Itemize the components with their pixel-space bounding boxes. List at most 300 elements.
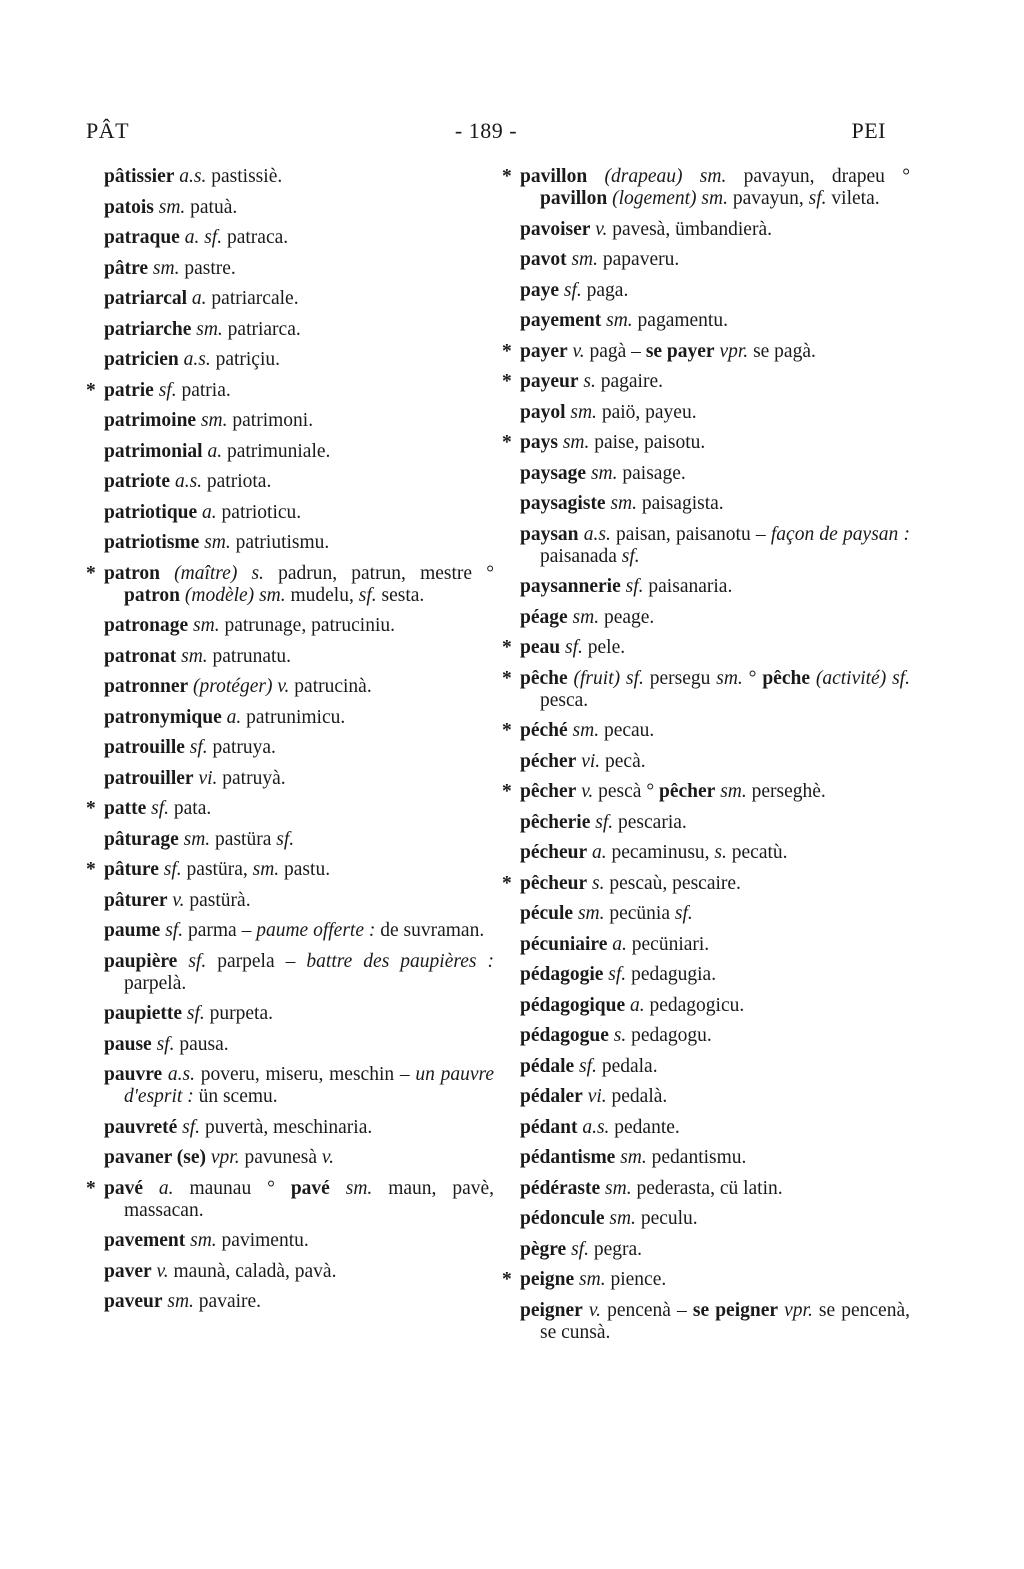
- translation-text: pagà –: [584, 340, 646, 362]
- translation-text: patraca.: [222, 227, 289, 248]
- grammar-label: s.: [587, 872, 605, 894]
- dictionary-entry: [86, 562, 494, 607]
- dictionary-entry: [86, 859, 494, 881]
- translation-text: peculu.: [635, 1208, 698, 1229]
- italic-gloss: (logement): [607, 188, 697, 209]
- headword: pêcher: [520, 781, 577, 802]
- grammar-label: sm.: [196, 410, 228, 431]
- translation-text: pastre.: [179, 257, 236, 279]
- grammar-label: v.: [272, 676, 290, 697]
- dictionary-entry: [104, 471, 494, 493]
- translation-text: perseghè.: [746, 781, 826, 802]
- headword: patte: [104, 798, 147, 819]
- dictionary-entry: [520, 463, 910, 485]
- headword: paupiette: [104, 1003, 182, 1024]
- dictionary-entry: [104, 1003, 494, 1025]
- dictionary-entry: [104, 288, 494, 310]
- translation-text: pavimentu.: [216, 1230, 309, 1251]
- translation-text: pecünia: [604, 903, 675, 924]
- italic-gloss: façon de paysan :: [770, 523, 911, 545]
- dictionary-entry: [520, 219, 910, 241]
- translation-text: purpeta.: [204, 1003, 273, 1024]
- headword: patriote: [104, 471, 171, 492]
- dictionary-entry: [104, 1291, 494, 1313]
- translation-text: pecau.: [599, 720, 655, 741]
- headword: payeur: [520, 371, 579, 392]
- headword: patronymique: [104, 706, 222, 728]
- grammar-label: sm.: [153, 196, 186, 218]
- grammar-label: sm.: [716, 667, 743, 689]
- translation-text: paisan, paisanotu –: [610, 523, 771, 545]
- grammar-label: a.: [187, 288, 207, 309]
- dictionary-entry: [104, 410, 494, 432]
- translation-text: se pagà.: [748, 340, 816, 362]
- translation-text: patrunage, patruciniu.: [219, 615, 396, 636]
- dictionary-entry: [520, 607, 910, 629]
- dictionary-entry: [104, 1064, 494, 1108]
- headword: patois: [104, 196, 154, 218]
- grammar-label: a. sf.: [179, 227, 223, 248]
- headword: pauvreté: [104, 1116, 178, 1138]
- grammar-label: v.: [582, 1299, 601, 1321]
- dictionary-entry: [104, 319, 494, 341]
- headword: payer: [520, 340, 568, 362]
- headword: pâtre: [104, 257, 149, 279]
- italic-gloss: (fruit): [567, 667, 621, 689]
- headword: pavement: [104, 1230, 186, 1251]
- dictionary-entry: [502, 872, 910, 895]
- dictionary-entry: [104, 502, 494, 524]
- dictionary-entry: [520, 1300, 910, 1344]
- translation-text: pavesà, ümbandierà.: [607, 218, 772, 240]
- translation-text: peage.: [599, 606, 655, 628]
- grammar-label: sm.: [191, 318, 223, 340]
- dictionary-entry: [520, 1025, 910, 1047]
- italic-gloss: (maître): [160, 562, 238, 584]
- grammar-label: v.: [151, 1260, 169, 1282]
- headword: pédantisme: [520, 1147, 616, 1168]
- dictionary-entry: [104, 768, 494, 790]
- headword: peau: [520, 637, 561, 658]
- grammar-label: vi.: [576, 750, 601, 772]
- headword: patriotique: [104, 501, 198, 523]
- translation-text: patruyà.: [217, 767, 286, 789]
- dictionary-entry: [502, 637, 910, 659]
- translation-text: puvertà, meschinaria.: [200, 1116, 373, 1138]
- grammar-label: sm.: [162, 1291, 194, 1312]
- headword: pédagogique: [520, 994, 626, 1016]
- translation-text: patrucinà.: [289, 676, 372, 697]
- grammar-label: a.: [197, 501, 217, 523]
- dictionary-entry: [520, 576, 910, 598]
- headword: pays: [520, 432, 558, 453]
- asterisk-marker: *: [502, 340, 512, 362]
- translation-text: patrimoni.: [227, 410, 314, 431]
- grammar-label: sm.: [185, 1230, 217, 1251]
- dictionary-entry: [520, 1239, 910, 1261]
- translation-text: padrun, patrun, mestre °: [263, 562, 494, 584]
- headword: pêche: [762, 667, 810, 689]
- dictionary-entry: [520, 964, 910, 986]
- headword: patron: [124, 584, 180, 606]
- dictionary-entry: [520, 842, 910, 864]
- dictionary-entry: [520, 995, 910, 1017]
- dictionary-entry: [104, 920, 494, 942]
- grammar-label: sf.: [620, 576, 644, 597]
- dictionary-entry: [104, 890, 494, 912]
- grammar-label: a.: [607, 933, 627, 955]
- grammar-label: sm.: [715, 781, 747, 802]
- grammar-label: a.s.: [577, 1116, 610, 1138]
- translation-text: patriutismu.: [230, 532, 330, 553]
- grammar-label: vpr.: [206, 1147, 240, 1168]
- headword: patronage: [104, 615, 189, 636]
- grammar-label: sm.: [565, 401, 597, 423]
- translation-text: pescaù, pescaire.: [604, 872, 741, 894]
- headword: patrouiller: [104, 767, 194, 789]
- running-head-left: PÂT: [86, 118, 130, 143]
- translation-text: maunà, caladà, pavà.: [168, 1260, 337, 1282]
- dictionary-entry: [520, 402, 910, 424]
- translation-text: pedante.: [609, 1116, 680, 1138]
- grammar-label: sf.: [886, 667, 910, 689]
- grammar-label: a.s.: [162, 1064, 195, 1085]
- headword: patrouille: [104, 737, 185, 758]
- translation-text: pedala.: [596, 1055, 658, 1077]
- headword: paver: [104, 1260, 152, 1282]
- headword: paysage: [520, 462, 587, 484]
- headword: patriotisme: [104, 532, 200, 553]
- grammar-label: sm.: [329, 1177, 373, 1199]
- translation-text: paga.: [581, 279, 629, 301]
- asterisk-marker: *: [502, 720, 512, 741]
- asterisk-marker: *: [502, 667, 512, 689]
- headword: patrimoine: [104, 410, 197, 431]
- grammar-label: sm.: [199, 532, 231, 553]
- dictionary-entry: [104, 441, 494, 463]
- dictionary-entry: [104, 258, 494, 280]
- grammar-label: sm.: [567, 720, 600, 741]
- headword: pédaler: [520, 1086, 583, 1107]
- translation-text: patrunimicu.: [241, 706, 346, 728]
- dictionary-entry: [520, 1147, 910, 1169]
- translation-text: patria.: [176, 379, 231, 401]
- headword: pause: [104, 1033, 152, 1055]
- grammar-label: sf.: [621, 545, 640, 567]
- grammar-label: sm.: [601, 310, 633, 331]
- headword: pécuniaire: [520, 933, 608, 955]
- dictionary-entry: [502, 432, 910, 454]
- dictionary-entry: [520, 310, 910, 332]
- grammar-label: v.: [567, 340, 585, 362]
- dictionary-entry: [104, 646, 494, 668]
- grammar-label: s.: [237, 562, 264, 584]
- dictionary-entry: [104, 227, 494, 249]
- dictionary-entry: [104, 1230, 494, 1252]
- translation-text: pata.: [169, 798, 212, 819]
- asterisk-marker: *: [502, 1269, 512, 1290]
- grammar-label: a.: [143, 1177, 174, 1199]
- grammar-label: sf.: [808, 188, 827, 209]
- headword: pédagogue: [520, 1025, 609, 1046]
- translation-text: pavayun, drapeu °: [726, 166, 910, 187]
- dictionary-entry: [104, 707, 494, 729]
- grammar-label: sm.: [573, 903, 605, 924]
- headword: pauvre: [104, 1064, 163, 1085]
- grammar-label: s.: [578, 371, 596, 392]
- grammar-label: sm.: [574, 1269, 606, 1290]
- headword: pâture: [104, 859, 159, 880]
- grammar-label: vpr.: [714, 340, 749, 362]
- italic-gloss: un pauvre d'esprit :: [124, 1064, 494, 1107]
- asterisk-marker: *: [86, 562, 96, 584]
- headword: pédéraste: [520, 1177, 601, 1199]
- translation-text: de suvraman.: [375, 920, 485, 941]
- grammar-label: vpr.: [778, 1299, 813, 1321]
- headword: pécheur: [520, 842, 588, 863]
- translation-text: paise, paisotu.: [589, 432, 706, 453]
- translation-text: paiö, payeu.: [596, 401, 697, 423]
- italic-gloss: (drapeau): [587, 166, 683, 187]
- translation-text: patriarcale.: [206, 288, 299, 309]
- dictionary-entry: [520, 1056, 910, 1078]
- grammar-label: vi.: [193, 767, 218, 789]
- translation-text: patrunatu.: [207, 645, 292, 667]
- translation-text: pedantismu.: [646, 1147, 747, 1168]
- translation-text: pecaminusu,: [606, 842, 715, 863]
- asterisk-marker: *: [502, 637, 512, 658]
- headword: pédoncule: [520, 1208, 605, 1229]
- translation-text: paisanada: [540, 545, 622, 567]
- grammar-label: sm.: [600, 1177, 632, 1199]
- italic-gloss: battre des paupières :: [306, 950, 494, 972]
- translation-text: persegu: [643, 667, 717, 689]
- headword: pavillon: [540, 188, 608, 209]
- headword: péage: [520, 606, 568, 628]
- translation-text: paisanaria.: [643, 576, 733, 597]
- dictionary-entry: [502, 1269, 910, 1291]
- translation-text: pastüra: [210, 828, 277, 850]
- asterisk-marker: *: [86, 798, 96, 819]
- headword: payement: [520, 310, 602, 331]
- dictionary-entry: [520, 1178, 910, 1200]
- translation-text: parma –: [183, 920, 257, 941]
- headword: patriarcal: [104, 288, 188, 309]
- translation-text: pescaria.: [613, 811, 687, 833]
- translation-text: patriota.: [202, 471, 272, 492]
- grammar-label: sf.: [276, 828, 295, 850]
- grammar-label: sm.: [254, 584, 286, 606]
- headword: pécher: [520, 750, 577, 772]
- translation-text: pavunesà: [239, 1147, 322, 1168]
- italic-gloss: (activité): [809, 667, 887, 689]
- dictionary-entry: [104, 676, 494, 698]
- headword: pavé: [104, 1177, 143, 1199]
- grammar-label: sf.: [620, 667, 644, 689]
- headword: paysannerie: [520, 576, 621, 597]
- dictionary-entry: [520, 1086, 910, 1108]
- dictionary-entry: [104, 349, 494, 371]
- grammar-label: sm.: [604, 1208, 636, 1229]
- asterisk-marker: *: [502, 371, 512, 392]
- translation-text: pescà °: [593, 781, 660, 802]
- translation-text: pedalà.: [606, 1086, 668, 1107]
- italic-gloss: paume offerte :: [256, 920, 376, 941]
- translation-text: pavayun,: [727, 188, 809, 209]
- grammar-label: sf.: [158, 859, 182, 880]
- grammar-label: sf.: [160, 920, 184, 941]
- grammar-label: sf.: [358, 584, 377, 606]
- translation-text: patruya.: [207, 737, 276, 758]
- translation-text: pagamentu.: [632, 310, 728, 331]
- grammar-label: sf.: [559, 279, 582, 301]
- dictionary-entry: [502, 166, 910, 210]
- translation-text: pastissiè.: [206, 166, 283, 187]
- grammar-label: s.: [714, 842, 727, 863]
- grammar-label: v.: [167, 889, 185, 911]
- headword: pédale: [520, 1055, 575, 1077]
- grammar-label: sm.: [252, 859, 280, 880]
- dictionary-entry: [104, 532, 494, 554]
- grammar-label: a.: [221, 706, 242, 728]
- translation-text: sesta.: [376, 584, 425, 606]
- grammar-label: a.s.: [178, 349, 211, 370]
- translation-text: pele.: [582, 637, 626, 658]
- translation-text: papaveru.: [598, 249, 680, 270]
- translation-text: pastüra,: [181, 859, 253, 880]
- dictionary-entry: [520, 1208, 910, 1230]
- dictionary-entry: [520, 493, 910, 515]
- translation-text: patrioticu.: [216, 501, 302, 523]
- grammar-label: sf.: [146, 798, 170, 819]
- grammar-label: s.: [608, 1025, 627, 1046]
- grammar-label: sm.: [178, 828, 211, 850]
- grammar-label: a.s.: [170, 471, 203, 492]
- grammar-label: vi.: [582, 1086, 607, 1107]
- translation-text: parpelà.: [124, 972, 187, 994]
- translation-text: pederasta, cü latin.: [631, 1177, 783, 1199]
- translation-text: pesca.: [540, 689, 589, 711]
- grammar-label: sm.: [557, 432, 590, 453]
- grammar-label: sf.: [603, 964, 627, 985]
- grammar-label: sm.: [605, 493, 638, 514]
- headword: peigne: [520, 1269, 575, 1290]
- right-column: [502, 166, 911, 1352]
- headword: pâturer: [104, 889, 168, 911]
- translation-text: maun, pavè, massacan.: [124, 1177, 495, 1221]
- headword: péché: [520, 720, 568, 741]
- headword: paume: [104, 920, 161, 941]
- translation-text: °: [742, 667, 763, 689]
- dictionary-entry: [502, 667, 910, 712]
- translation-text: pagaire.: [595, 371, 663, 392]
- headword: pédant: [520, 1116, 578, 1138]
- translation-text: patuà.: [185, 196, 238, 218]
- headword: pêcheur: [520, 872, 588, 894]
- grammar-label: v.: [590, 218, 608, 240]
- dictionary-entry: [502, 340, 910, 363]
- asterisk-marker: *: [502, 781, 512, 802]
- dictionary-entry: [104, 1261, 494, 1283]
- headword: patriarche: [104, 318, 192, 340]
- headword: pavé: [290, 1177, 330, 1199]
- headword: pègre: [520, 1238, 567, 1260]
- headword: pédagogie: [520, 964, 604, 985]
- dictionary-entry: [104, 1034, 494, 1056]
- translation-text: patriçiu.: [210, 349, 281, 370]
- dictionary-entry: [520, 249, 910, 271]
- translation-text: pecüniari.: [626, 933, 710, 955]
- dictionary-entry: [86, 1177, 495, 1222]
- translation-text: paisagista.: [637, 493, 724, 514]
- dictionary-entry: [104, 166, 494, 188]
- translation-text: pastürà.: [184, 889, 251, 911]
- grammar-label: sm.: [615, 1147, 647, 1168]
- headword: pâtissier: [104, 166, 175, 187]
- dictionary-entry: [520, 812, 910, 834]
- headword: patricien: [104, 349, 179, 370]
- headword: paysagiste: [520, 493, 606, 514]
- translation-text: se pencenà, se cunsà.: [540, 1299, 910, 1343]
- grammar-label: a.s.: [174, 166, 207, 187]
- dictionary-entry: [86, 379, 494, 402]
- dictionary-entry: [502, 371, 910, 393]
- headword: patronat: [104, 645, 177, 667]
- headword: se peigner: [692, 1299, 779, 1321]
- dictionary-entry: [502, 720, 910, 742]
- translation-text: pecatù.: [726, 842, 788, 863]
- translation-text: pecà.: [600, 750, 646, 772]
- asterisk-marker: *: [86, 859, 96, 880]
- headword: patrie: [104, 379, 154, 401]
- grammar-label: sf.: [177, 950, 207, 972]
- grammar-label: sf.: [153, 379, 177, 401]
- headword: peigner: [520, 1299, 583, 1321]
- dictionary-entry: [104, 1147, 494, 1169]
- headword: paveur: [104, 1291, 163, 1312]
- grammar-label: v.: [321, 1147, 335, 1168]
- translation-text: pavaire.: [193, 1291, 262, 1312]
- asterisk-marker: *: [86, 1177, 96, 1199]
- grammar-label: sm.: [567, 606, 600, 628]
- translation-text: mudelu,: [285, 584, 359, 606]
- grammar-label: sf.: [184, 737, 208, 758]
- dictionary-entry: [520, 1117, 910, 1139]
- headword: patron: [104, 562, 160, 584]
- grammar-label: a.: [202, 440, 223, 462]
- dictionary-entry: [104, 829, 494, 851]
- grammar-label: sf.: [151, 1033, 175, 1055]
- translation-text: pegra.: [588, 1238, 643, 1260]
- translation-text: pedagogu.: [626, 1025, 712, 1046]
- asterisk-marker: *: [86, 379, 96, 401]
- headword: paupière: [104, 950, 178, 972]
- dictionary-entry: [104, 951, 494, 995]
- dictionary-entry: [86, 798, 494, 820]
- page-number: - 189 -: [454, 118, 518, 143]
- headword: pêche: [520, 667, 568, 689]
- grammar-label: sm.: [682, 166, 727, 187]
- grammar-label: sf.: [560, 637, 583, 658]
- italic-gloss: (modèle): [180, 584, 255, 606]
- dictionary-entry: [520, 934, 910, 956]
- grammar-label: sf.: [590, 811, 614, 833]
- running-head-right: PEI: [851, 118, 886, 143]
- translation-text: pedagogicu.: [644, 994, 745, 1016]
- headword: pavaner (se): [104, 1147, 207, 1168]
- grammar-label: v.: [576, 781, 594, 802]
- dictionary-entry: [520, 280, 910, 302]
